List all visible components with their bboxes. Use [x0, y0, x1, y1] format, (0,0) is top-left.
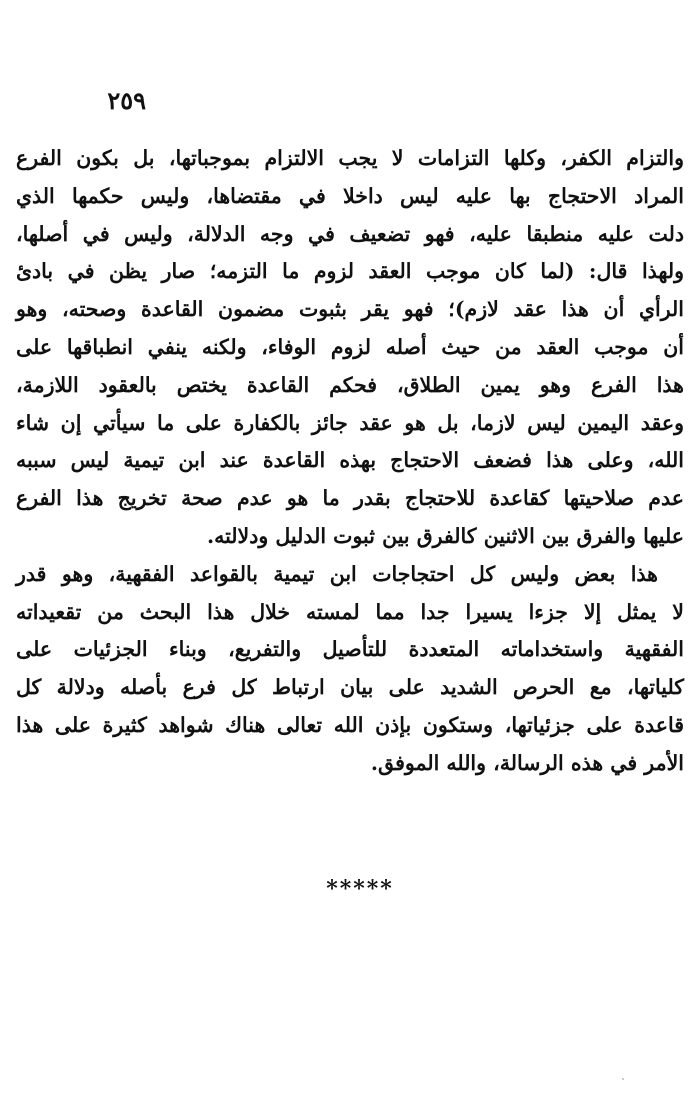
paragraph-one-line-8: وعقد اليمين ليس لازما، بل هو عقد جائز بالكفارة على ما سيأتي إن شاء: [16, 410, 684, 435]
paragraph-one-line-11: عليها والفرق بين الاثنين كالفرق بين ثبوت الدليل ودلالته.: [206, 523, 684, 548]
paragraph-one-line-4: ولهذا قال: (لما كان موجب العقد لزوم ما التزمه؛ صار يظن في بادئ: [16, 259, 684, 284]
page-number: ٢٥٩: [107, 86, 146, 115]
paragraph-one-line-7: هذا الفرع وهو يمين الطلاق، فحكم القاعدة يختص بالعقود اللازمة،: [16, 372, 684, 397]
paragraph-one: [16, 140, 684, 556]
paragraph-two-line-1: هذا بعض وليس كل احتجاجات ابن تيمية بالقواعد الفقهية، وهو قدر: [16, 561, 658, 586]
paragraph-one-line-1: والتزام الكفر، وكلها التزامات لا يجب الالتزام بموجباتها، بل بكون الفرع: [16, 146, 684, 170]
paragraph-one-line-3: دلت عليه منطبقا عليه، فهو تضعيف في وجه الدلالة، وليس في أصلها،: [16, 221, 684, 246]
paragraph-two-line-6: الأمر في هذه الرسالة، والله الموفق.: [370, 750, 684, 775]
body-text: [16, 140, 684, 783]
paragraph-one-line-5: الرأي أن هذا عقد لازم)؛ فهو يقر بثبوت مضمون القاعدة وصحته، وهو: [16, 297, 684, 322]
paragraph-two-line-4: كلياتها، مع الحرص الشديد على بيان ارتباط كل فرع بأصله ودلالة كل: [16, 675, 684, 700]
paragraph-one-line-6: أن موجب العقد من حيث أصله لزوم الوفاء، ولكنه ينفي انطباقها على: [16, 334, 684, 359]
scan-speck: [622, 1078, 624, 1080]
section-separator: *****: [326, 876, 394, 902]
paragraph-two-line-3: الفقهية واستخداماته المتعددة للتأصيل والتفريع، وبناء الجزئيات على: [16, 637, 684, 662]
paragraph-one-line-10: عدم صلاحيتها كقاعدة للاحتجاج بقدر ما هو عدم صحة تخريج هذا الفرع: [16, 486, 684, 511]
paragraph-two-line-2: لا يمثل إلا جزءا يسيرا جدا مما لمسته خلال هذا البحث من تقعيداته: [16, 599, 684, 624]
paragraph-one-line-9: الله، وعلى هذا فضعف الاحتجاج بهذه القاعدة عند ابن تيمية ليس سببه: [16, 448, 684, 473]
paragraph-one-line-2: المراد الاحتجاج بها عليه ليس داخلا في مقتضاها، وليس حكمها الذي: [16, 183, 684, 208]
paragraph-two-line-5: قاعدة على جزئياتها، وستكون بإذن الله تعالى هناك شواهد كثيرة على هذا: [16, 712, 684, 737]
paragraph-two: [16, 556, 684, 783]
